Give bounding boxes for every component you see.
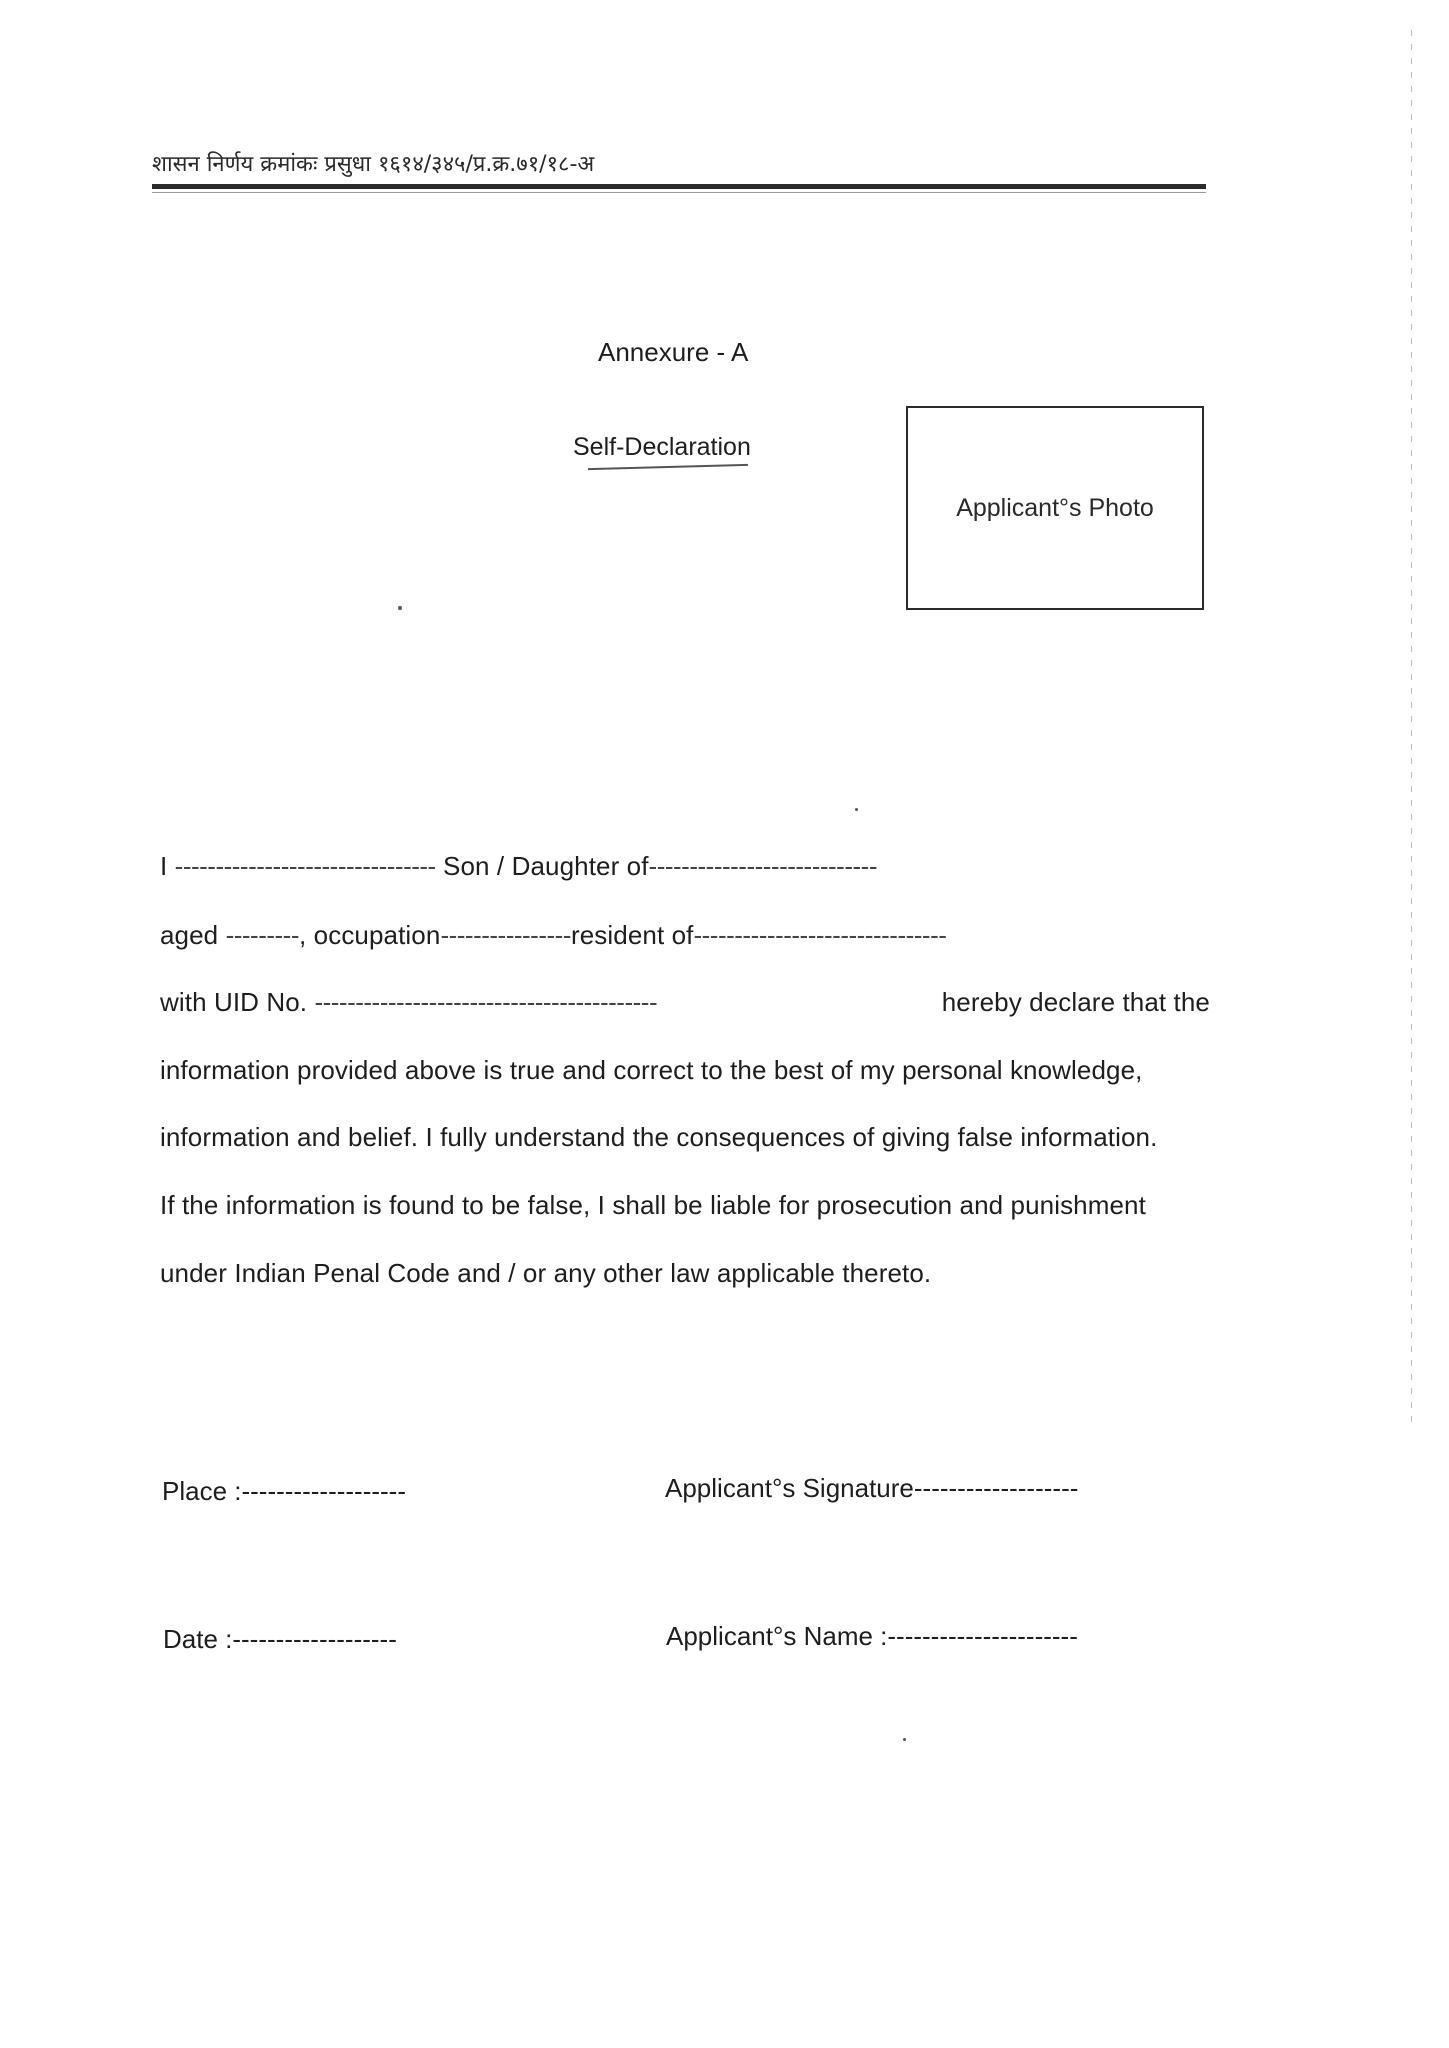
son-daughter-label: Son / Daughter of [443, 851, 649, 881]
government-resolution-reference: शासन निर्णय क्रमांकः प्रसुधा १६१४/३४५/प्र.क्र.७१/१८-अ [152, 152, 595, 177]
photo-label: Applicant°s Photo [956, 494, 1154, 522]
pronoun-i: I [160, 851, 168, 881]
heading-underline [588, 464, 748, 470]
applicant-photo-box [906, 406, 1204, 610]
date-field: Date :------------------- [163, 1624, 397, 1654]
annexure-title: Annexure - A [598, 337, 749, 367]
uid-blank: ------------------------------------------ [314, 987, 658, 1017]
declare-text: hereby declare that the [941, 987, 1210, 1017]
name-blank: -------------------------------- [174, 851, 436, 881]
scan-edge [1411, 30, 1412, 1430]
header-rule [152, 184, 1206, 189]
occupation-blank: ---------------- [440, 920, 571, 950]
declaration-line-age [160, 920, 1210, 951]
uid-label: with UID No. [160, 987, 308, 1017]
signature-field: Applicant°s Signature------------------- [665, 1473, 1079, 1503]
self-declaration-heading: Self-Declaration [573, 433, 751, 461]
declaration-body-line: under Indian Penal Code and / or any other law applicable thereto. [160, 1258, 932, 1288]
place-field: Place :------------------- [162, 1476, 406, 1506]
declaration-body-line: If the information is found to be false, I shall be liable for prosecution and punishment [160, 1190, 1146, 1220]
declaration-line-name [160, 851, 1210, 882]
header-rule-thin [152, 192, 1206, 193]
occupation-label: , occupation [299, 920, 441, 950]
age-blank: --------- [225, 920, 300, 950]
declaration-line-uid [160, 987, 1210, 1018]
residence-blank: ------------------------------- [693, 920, 947, 950]
resident-label: resident of [570, 920, 694, 950]
scan-speck [903, 1738, 906, 1741]
applicant-name-field: Applicant°s Name :---------------------- [666, 1621, 1078, 1651]
parent-name-blank: ---------------------------- [648, 851, 877, 881]
declaration-body-line: information provided above is true and correct to the best of my personal knowledge, [160, 1055, 1143, 1085]
declaration-body-line: information and belief. I fully understand the consequences of giving false information. [160, 1122, 1158, 1152]
scan-speck [855, 808, 858, 811]
aged-label: aged [160, 920, 219, 950]
scan-speck [398, 606, 402, 610]
